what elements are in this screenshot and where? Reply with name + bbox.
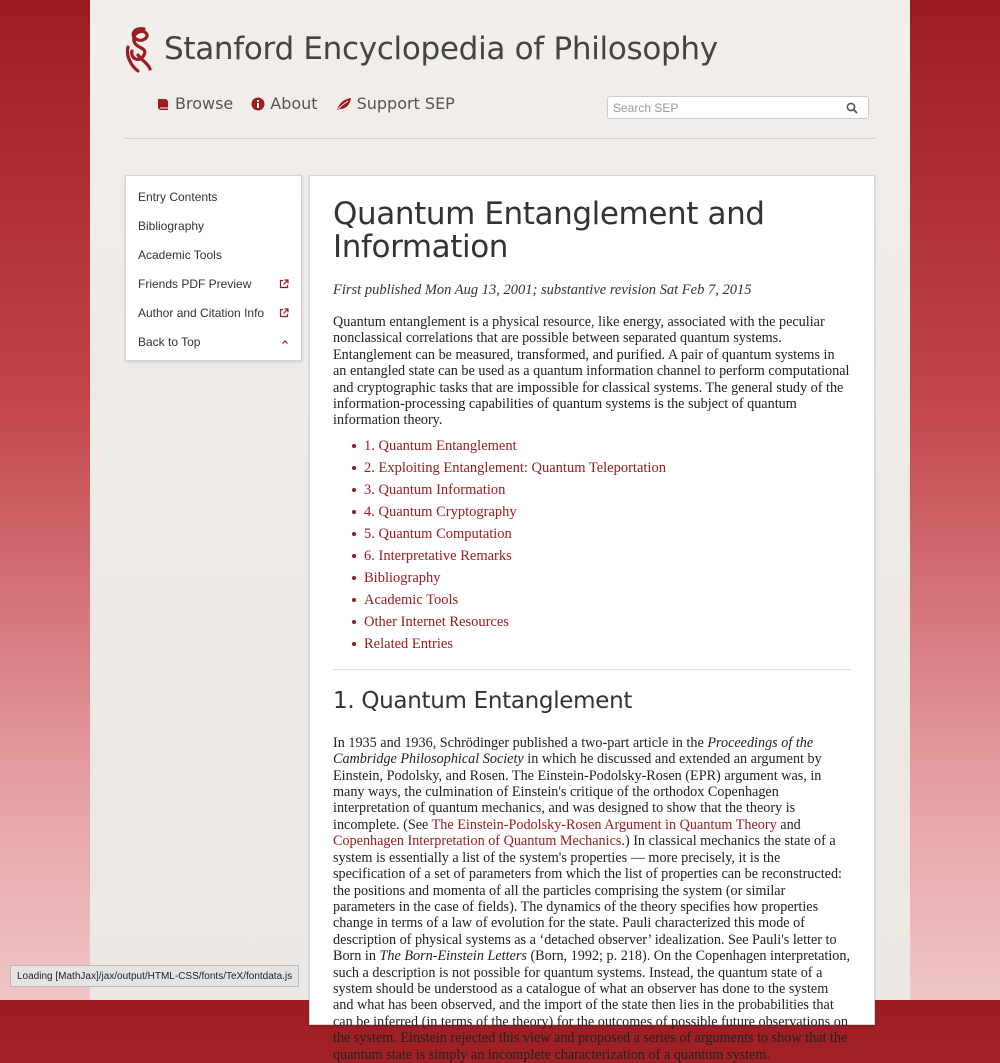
nav-support-label: Support SEP <box>356 94 455 113</box>
toc-item <box>364 589 851 611</box>
header-divider <box>125 138 875 139</box>
article-panel <box>309 175 875 1063</box>
sidebar-item-label: Friends PDF Preview <box>138 276 252 291</box>
nav-browse-label: Browse <box>175 94 234 113</box>
paragraph-text: in which he discussed and extended an argument by Einstein, Podolsky, and Rosen. The Einstein-Podolsky-Rosen (EPR) argument was, in many ways, the culmination of Einstein's critique of the orthodox Copenhagen interpretation of quantum mechanics, and was designed to show that the theory is incomplete. (See <box>333 751 822 833</box>
external-link-icon <box>279 308 289 318</box>
toc-item <box>364 633 851 655</box>
external-link-icon <box>279 279 289 289</box>
search-input[interactable] <box>608 98 833 119</box>
toc-item <box>364 501 851 523</box>
toc-item <box>364 479 851 501</box>
journal-title: Proceedings of the Cambridge Philosophical Society <box>333 734 814 768</box>
sidebar-item-bibliography[interactable] <box>126 211 301 240</box>
site-title[interactable]: Stanford Encyclopedia of Philosophy <box>164 31 718 67</box>
nav-about-label: About <box>270 94 318 113</box>
section-heading: 1. Quantum Entanglement <box>333 687 633 714</box>
section-paragraph <box>333 735 851 1063</box>
toc-divider <box>333 669 851 670</box>
nav-about[interactable] <box>251 94 317 113</box>
sidebar-item-author-citation[interactable] <box>126 298 301 327</box>
toc-item <box>364 435 851 457</box>
toc-link-quantum-information[interactable]: 3. Quantum Information <box>364 481 506 498</box>
toc-link-other-resources[interactable]: Other Internet Resources <box>364 613 509 630</box>
paragraph-text: In 1935 and 1936, Schrödinger published a two-part article in the <box>333 734 708 751</box>
sidebar-item-entry-contents[interactable] <box>126 182 301 211</box>
toc-item <box>364 567 851 589</box>
toc-link-quantum-computation[interactable]: 5. Quantum Computation <box>364 525 512 542</box>
toc-item <box>364 611 851 633</box>
toc-link-bibliography[interactable]: Bibliography <box>364 569 441 586</box>
publication-info: First published Mon Aug 13, 2001; substantive revision Sat Feb 7, 2015 <box>333 282 752 298</box>
sidebar-item-label: Entry Contents <box>138 189 218 204</box>
sidebar-item-label: Bibliography <box>138 218 205 233</box>
status-bar: Loading [MathJax]/jax/output/HTML-CSS/fonts/TeX/fontdata.js <box>10 965 299 987</box>
toc-item <box>364 457 851 479</box>
paragraph-text: and <box>776 816 801 833</box>
toc-link-related-entries[interactable]: Related Entries <box>364 635 453 652</box>
site-header <box>122 24 718 74</box>
toc-link-academic-tools[interactable]: Academic Tools <box>364 591 459 608</box>
article-title: Quantum Entanglement and Information <box>333 196 765 265</box>
toc-item <box>364 545 851 567</box>
sidebar-item-label: Back to Top <box>138 334 201 349</box>
book-title: The Born-Einstein Letters <box>379 948 527 965</box>
link-epr-argument[interactable]: The Einstein-Podolsky-Rosen Argument in Quantum Theory <box>431 816 777 833</box>
leaf-icon <box>336 97 352 111</box>
toc-link-quantum-entanglement[interactable]: 1. Quantum Entanglement <box>364 437 517 454</box>
paragraph-text: (Born, 1992; p. 218). On the Copenhagen interpretation, such a description is not possible for quantum systems. Instead, the quantum state of a system should be understood as a catalogue of what an observer has done to the system and what has been observed, and the import of the state then lies in the probabilities that can be inferred (in terms of the theory) for the outcomes of possible future observations on the system. Einstein rejected this view and proposed a series of arguments to show that the quantum state is simply an incomplete characterization of a quantum system. <box>333 948 850 1063</box>
sidebar <box>125 175 302 361</box>
search-icon[interactable] <box>846 102 858 114</box>
page-container <box>90 0 910 1063</box>
toc-link-interpretative-remarks[interactable]: 6. Interpretative Remarks <box>364 547 512 564</box>
sidebar-item-label: Academic Tools <box>138 247 222 262</box>
nav-browse[interactable] <box>156 94 233 113</box>
sidebar-item-back-to-top[interactable] <box>126 327 301 356</box>
main-nav <box>156 94 455 113</box>
sep-logo-icon[interactable] <box>122 25 158 73</box>
sidebar-item-academic-tools[interactable] <box>126 240 301 269</box>
book-icon <box>156 97 170 111</box>
article-content <box>333 198 851 1063</box>
paragraph-text: .) In classical mechanics the state of a system is essentially a list of the system's properties — more precisely, it is the specification of a set of parameters from which the list of properties can be reconstructed: the positions and momenta of all the particles comprising the system (or similar parameters in the case of fields). The dynamics of the theory specifies how properties change in terms of a law of evolution for the state. Pauli characterized this mode of description of physical systems as a ‘detached observer’ idealization. See Pauli's letter to Born in <box>333 833 842 965</box>
toc-link-quantum-cryptography[interactable]: 4. Quantum Cryptography <box>364 503 517 520</box>
table-of-contents <box>333 435 851 655</box>
search-box <box>607 96 869 119</box>
toc-item <box>364 523 851 545</box>
info-icon <box>251 97 265 111</box>
sidebar-item-friends-pdf[interactable] <box>126 269 301 298</box>
link-copenhagen-interpretation[interactable]: Copenhagen Interpretation of Quantum Mechanics <box>333 833 622 850</box>
sidebar-item-label: Author and Citation Info <box>138 305 265 320</box>
nav-support[interactable] <box>336 94 455 113</box>
chevron-up-icon <box>281 339 289 345</box>
toc-link-teleportation[interactable]: 2. Exploiting Entanglement: Quantum Teleportation <box>364 459 666 476</box>
preamble: Quantum entanglement is a physical resource, like energy, associated with the peculiar nonclassical correlations that are possible between separated quantum systems. Entanglement can be measured, transformed, and purified. A pair of quantum systems in an entangled state can be used as a quantum information channel to perform computational and cryptographic tasks that are impossible for classical systems. The general study of the information-processing capabilities of quantum systems is the subject of quantum information theory. <box>333 314 850 429</box>
